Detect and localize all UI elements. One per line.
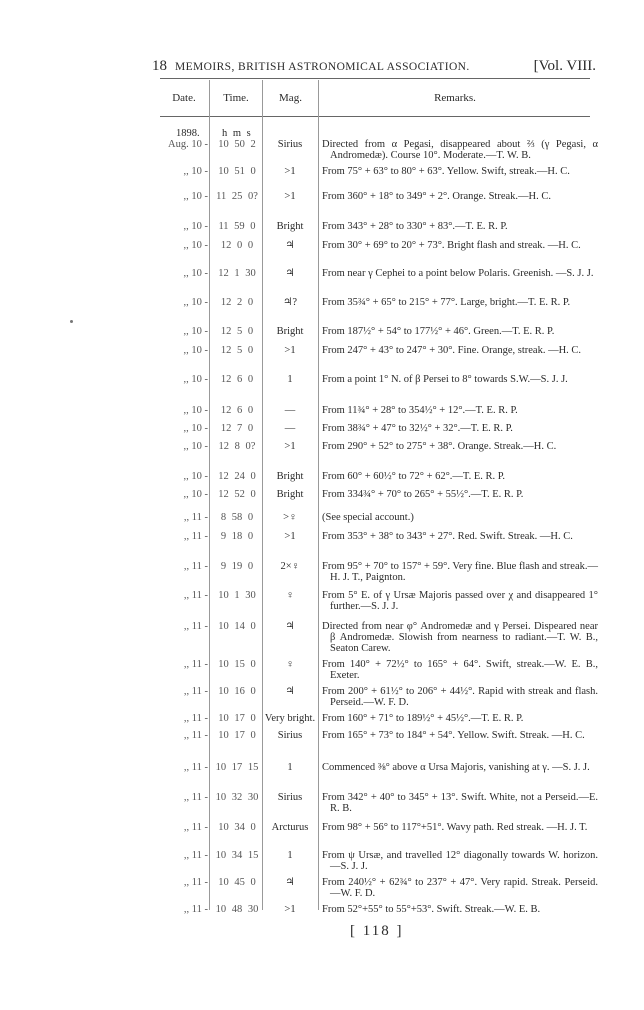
row-magnitude: Sirius xyxy=(277,730,303,741)
volume-label: [Vol. VIII. xyxy=(533,58,596,74)
row-remarks: From 38¾° + 47° to 32½° + 32°.—T. E. R. P. xyxy=(322,423,513,434)
row-time: 10 34 15 xyxy=(215,850,259,861)
year-label: 1898. xyxy=(176,128,200,139)
row-remarks: From 75° + 63° to 80° + 63°. Yellow. Swift, streak.—H. C. xyxy=(322,166,570,177)
row-magnitude: >1 xyxy=(284,166,296,177)
row-magnitude: Bright xyxy=(276,471,304,482)
row-date: Aug. 10 - xyxy=(168,139,208,150)
row-time: 10 45 0 xyxy=(218,877,256,888)
row-date: ,, 11 - xyxy=(183,531,208,542)
row-remarks: From 35¾° + 65° to 215° + 77°. Large, bright.—T. E. R. P. xyxy=(322,297,571,308)
row-remarks: Directed from α Pegasi, disappeared about ⅔ (γ Pegasi, α Andromedæ). Course 10°. Moderate.—T. W. B. xyxy=(322,139,598,161)
row-time: 10 17 15 xyxy=(215,762,259,773)
row-magnitude: Very bright. xyxy=(264,713,316,724)
row-magnitude: 1 xyxy=(287,374,293,385)
row-date: ,, 10 - xyxy=(183,268,208,279)
row-remarks: From 5° E. of γ Ursæ Majoris passed over χ and disappeared 1° further.—S. J. J. xyxy=(322,590,598,612)
row-magnitude: Bright xyxy=(276,326,304,337)
row-remarks: From 140° + 72½° to 165° + 64°. Swift, streak.—W. E. B., Exeter. xyxy=(322,659,598,681)
row-magnitude: >1 xyxy=(284,531,296,542)
row-magnitude: Bright xyxy=(276,221,304,232)
column-divider xyxy=(262,80,263,910)
row-date: ,, 11 - xyxy=(183,590,208,601)
header-rule xyxy=(160,116,590,117)
row-date: ,, 11 - xyxy=(183,822,208,833)
row-remarks: From 342° + 40° to 345° + 13°. Swift. White, not a Perseid.—E. R. B. xyxy=(322,792,598,814)
row-time: 10 14 0 xyxy=(218,621,256,632)
row-remarks: From 360° + 18° to 349° + 2°. Orange. Streak.—H. C. xyxy=(322,191,551,202)
row-magnitude: >♀ xyxy=(283,512,297,523)
row-date: ,, 10 - xyxy=(183,374,208,385)
column-divider xyxy=(209,80,210,910)
running-header xyxy=(152,58,596,75)
row-time: 12 0 0 xyxy=(220,240,254,251)
page-number: 18 xyxy=(152,58,167,74)
row-date: ,, 11 - xyxy=(183,512,208,523)
row-remarks: (See special account.) xyxy=(322,512,414,523)
row-remarks: From 95° + 70° to 157° + 59°. Very fine. Blue flash and streak.—H. J. T., Paignton. xyxy=(322,561,598,583)
row-time: 11 25 0? xyxy=(216,191,258,202)
row-time: 10 17 0 xyxy=(218,713,256,724)
row-date: ,, 10 - xyxy=(183,297,208,308)
column-divider xyxy=(318,80,319,910)
row-time: 10 32 30 xyxy=(215,792,259,803)
column-header-time: Time. xyxy=(223,92,249,104)
row-magnitude: 2×♀ xyxy=(280,561,300,572)
time-units: h m s xyxy=(222,128,251,139)
row-date: ,, 11 - xyxy=(183,904,208,915)
row-magnitude: ♃ xyxy=(285,240,295,251)
row-magnitude: 1 xyxy=(287,762,293,773)
row-date: ,, 10 - xyxy=(183,191,208,202)
row-time: 12 2 0 xyxy=(220,297,254,308)
row-time: 10 34 0 xyxy=(218,822,256,833)
row-date: ,, 10 - xyxy=(183,471,208,482)
row-time: 12 6 0 xyxy=(220,374,254,385)
row-date: ,, 11 - xyxy=(183,877,208,888)
row-magnitude: — xyxy=(284,423,296,434)
row-date: ,, 11 - xyxy=(183,730,208,741)
row-remarks: From a point 1° N. of β Persei to 8° towards S.W.—S. J. J. xyxy=(322,374,568,385)
row-date: ,, 10 - xyxy=(183,221,208,232)
row-time: 11 59 0 xyxy=(218,221,256,232)
row-remarks: From 60° + 60½° to 72° + 62°.—T. E. R. P. xyxy=(322,471,506,482)
row-time: 12 1 30 xyxy=(218,268,256,279)
row-magnitude: ♃ xyxy=(285,686,295,697)
row-remarks: From 334¾° + 70° to 265° + 55½°.—T. E. R. P. xyxy=(322,489,524,500)
row-remarks: From 11¾° + 28° to 354½° + 12°.—T. E. R. P. xyxy=(322,405,518,416)
column-header-date: Date. xyxy=(172,92,196,104)
row-date: ,, 11 - xyxy=(183,850,208,861)
row-remarks: From 52°+55° to 55°+53°. Swift. Streak.—W. E. B. xyxy=(322,904,541,915)
row-time: 9 18 0 xyxy=(220,531,254,542)
row-magnitude: >1 xyxy=(284,441,296,452)
row-remarks: From 187½° + 54° to 177½° + 46°. Green.—T. E. R. P. xyxy=(322,326,555,337)
row-time: 10 15 0 xyxy=(218,659,256,670)
row-date: ,, 10 - xyxy=(183,326,208,337)
row-magnitude: 1 xyxy=(287,850,293,861)
row-time: 10 17 0 xyxy=(218,730,256,741)
row-date: ,, 11 - xyxy=(183,762,208,773)
row-time: 12 52 0 xyxy=(218,489,256,500)
column-header-mag: Mag. xyxy=(279,92,302,104)
row-remarks: From 343° + 28° to 330° + 83°.—T. E. R. P. xyxy=(322,221,508,232)
row-remarks: Commenced ⅜° above α Ursa Majoris, vanishing at γ. —S. J. J. xyxy=(322,762,590,773)
row-date: ,, 10 - xyxy=(183,423,208,434)
row-time: 10 1 30 xyxy=(218,590,256,601)
row-remarks: From 240½° + 62¾° to 237° + 47°. Very rapid. Streak. Perseid.—W. F. D. xyxy=(322,877,598,899)
row-magnitude: >1 xyxy=(284,191,296,202)
row-magnitude: Sirius xyxy=(277,139,303,150)
top-rule xyxy=(160,78,590,79)
row-date: ,, 11 - xyxy=(183,686,208,697)
row-remarks: From ψ Ursæ, and travelled 12° diagonally towards W. horizon.—S. J. J. xyxy=(322,850,598,872)
row-date: ,, 11 - xyxy=(183,659,208,670)
row-date: ,, 10 - xyxy=(183,441,208,452)
row-remarks: From 290° + 52° to 275° + 38°. Orange. Streak.—H. C. xyxy=(322,441,557,452)
row-magnitude: ♃ xyxy=(285,268,295,279)
row-time: 9 19 0 xyxy=(220,561,254,572)
row-remarks: From near γ Cephei to a point below Polaris. Greenish. —S. J. J. xyxy=(322,268,594,279)
row-remarks: From 165° + 73° to 184° + 54°. Yellow. Swift. Streak. —H. C. xyxy=(322,730,585,741)
row-date: ,, 10 - xyxy=(183,405,208,416)
row-remarks: From 353° + 38° to 343° + 27°. Red. Swift. Streak. —H. C. xyxy=(322,531,573,542)
row-time: 12 7 0 xyxy=(220,423,254,434)
row-magnitude: Sirius xyxy=(277,792,303,803)
row-date: ,, 11 - xyxy=(183,713,208,724)
column-header-remarks: Remarks. xyxy=(434,92,476,104)
row-remarks: From 160° + 71° to 189½° + 45½°.—T. E. R. P. xyxy=(322,713,524,724)
row-time: 10 16 0 xyxy=(218,686,256,697)
row-remarks: From 247° + 43° to 247° + 30°. Fine. Orange, streak. —H. C. xyxy=(322,345,582,356)
row-magnitude: ♃ xyxy=(285,621,295,632)
row-remarks: Directed from near φ° Andromedæ and γ Persei. Dispeared near β Andromedæ. Slowish from nearness to radiant.—T. W. B., Seaton Carew. xyxy=(322,621,598,654)
row-magnitude: ♀ xyxy=(286,659,294,670)
row-time: 12 6 0 xyxy=(220,405,254,416)
row-date: ,, 10 - xyxy=(183,240,208,251)
row-date: ,, 10 - xyxy=(183,166,208,177)
row-time: 10 51 0 xyxy=(218,166,256,177)
row-date: ,, 11 - xyxy=(183,561,208,572)
row-magnitude: — xyxy=(284,405,296,416)
footer-page-number: [ 118 ] xyxy=(350,923,404,939)
row-date: ,, 10 - xyxy=(183,489,208,500)
row-remarks: From 98° + 56° to 117°+51°. Wavy path. Red streak. —H. J. T. xyxy=(322,822,588,833)
journal-title: MEMOIRS, BRITISH ASTRONOMICAL ASSOCIATION. xyxy=(175,61,470,73)
row-time: 12 8 0? xyxy=(218,441,256,452)
row-magnitude: >1 xyxy=(284,904,296,915)
row-magnitude: ♀ xyxy=(286,590,294,601)
row-remarks: From 30° + 69° to 20° + 73°. Bright flash and streak. —H. C. xyxy=(322,240,581,251)
row-magnitude: >1 xyxy=(284,345,296,356)
row-time: 12 24 0 xyxy=(218,471,256,482)
row-time: 8 58 0 xyxy=(220,512,254,523)
row-date: ,, 11 - xyxy=(183,621,208,632)
row-magnitude: Bright xyxy=(276,489,304,500)
row-time: 10 48 30 xyxy=(215,904,259,915)
scan-speck xyxy=(70,320,73,323)
row-time: 10 50 2 xyxy=(218,139,256,150)
row-date: ,, 11 - xyxy=(183,792,208,803)
row-date: ,, 10 - xyxy=(183,345,208,356)
row-remarks: From 200° + 61½° to 206° + 44½°. Rapid with streak and flash. Perseid.—W. F. D. xyxy=(322,686,598,708)
row-magnitude: Arcturus xyxy=(271,822,309,833)
row-magnitude: ♃ xyxy=(285,877,295,888)
row-time: 12 5 0 xyxy=(220,326,254,337)
row-magnitude: ♃? xyxy=(282,297,298,308)
row-time: 12 5 0 xyxy=(220,345,254,356)
